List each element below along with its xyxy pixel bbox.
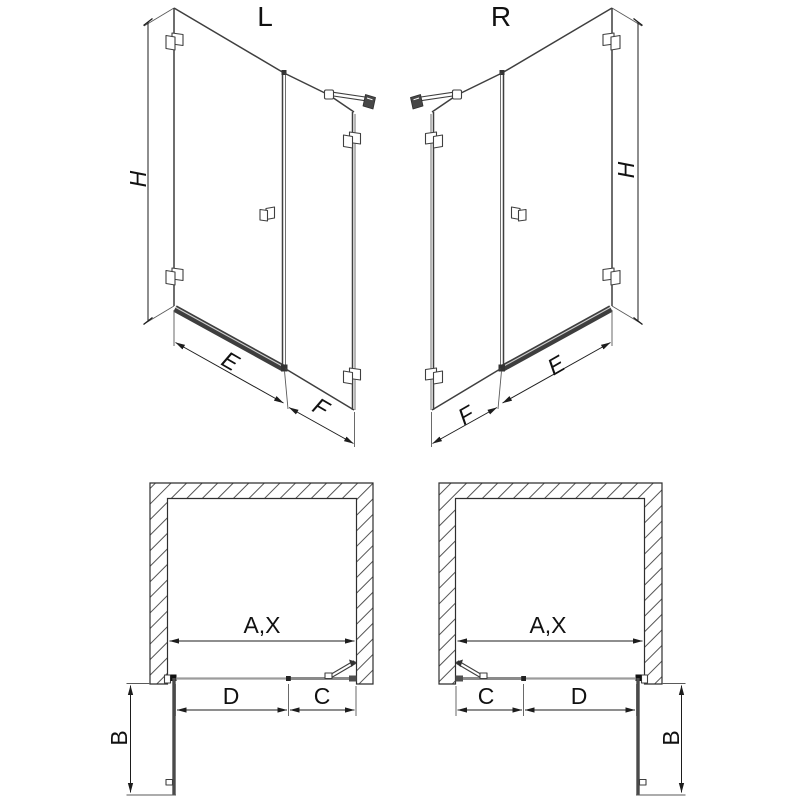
wall-bracket-bottom-icon (344, 368, 361, 384)
fixed-panel (284, 73, 355, 410)
plan-fixed-width-label-right: C (477, 683, 495, 709)
plan-fixed-width-label-left: C (313, 683, 331, 709)
door-open-depth-label-right: B (658, 730, 684, 746)
perspective-view-right (411, 8, 643, 447)
plan-door-handle-icon (166, 780, 173, 786)
door-open-depth-label-left: B (106, 730, 132, 746)
variant-title-left: L (257, 1, 273, 32)
opening-width-label-left: A,X (243, 612, 281, 638)
door-open-depth-dimension (127, 684, 177, 796)
perspective-view-left (144, 8, 376, 447)
wall-bracket-top-icon (344, 132, 361, 148)
hinge-bottom-icon (166, 268, 183, 285)
height-dim-label-left: H (125, 170, 151, 188)
opening-width-label-right: A,X (529, 612, 567, 638)
door-handle-icon (260, 207, 275, 221)
height-dim-label-right: H (613, 161, 639, 179)
fixed-width-dim-label-left: F (308, 392, 334, 422)
plan-door-width-label-right: D (570, 683, 588, 709)
door-width-dim-label-right: E (542, 349, 570, 381)
plan-wall-left (150, 483, 373, 684)
plan-open-door (165, 675, 177, 796)
fixed-width-dim-label-right: F (453, 400, 479, 430)
plan-wall-right (439, 483, 662, 684)
plan-door-width-label-left: D (222, 683, 240, 709)
support-bar (325, 90, 376, 109)
hinge-top-icon (166, 33, 183, 50)
door-width-dim-label-left: E (217, 345, 244, 377)
width-dimensions (174, 310, 355, 447)
variant-title-right: R (490, 1, 512, 32)
door-panel (174, 8, 287, 367)
